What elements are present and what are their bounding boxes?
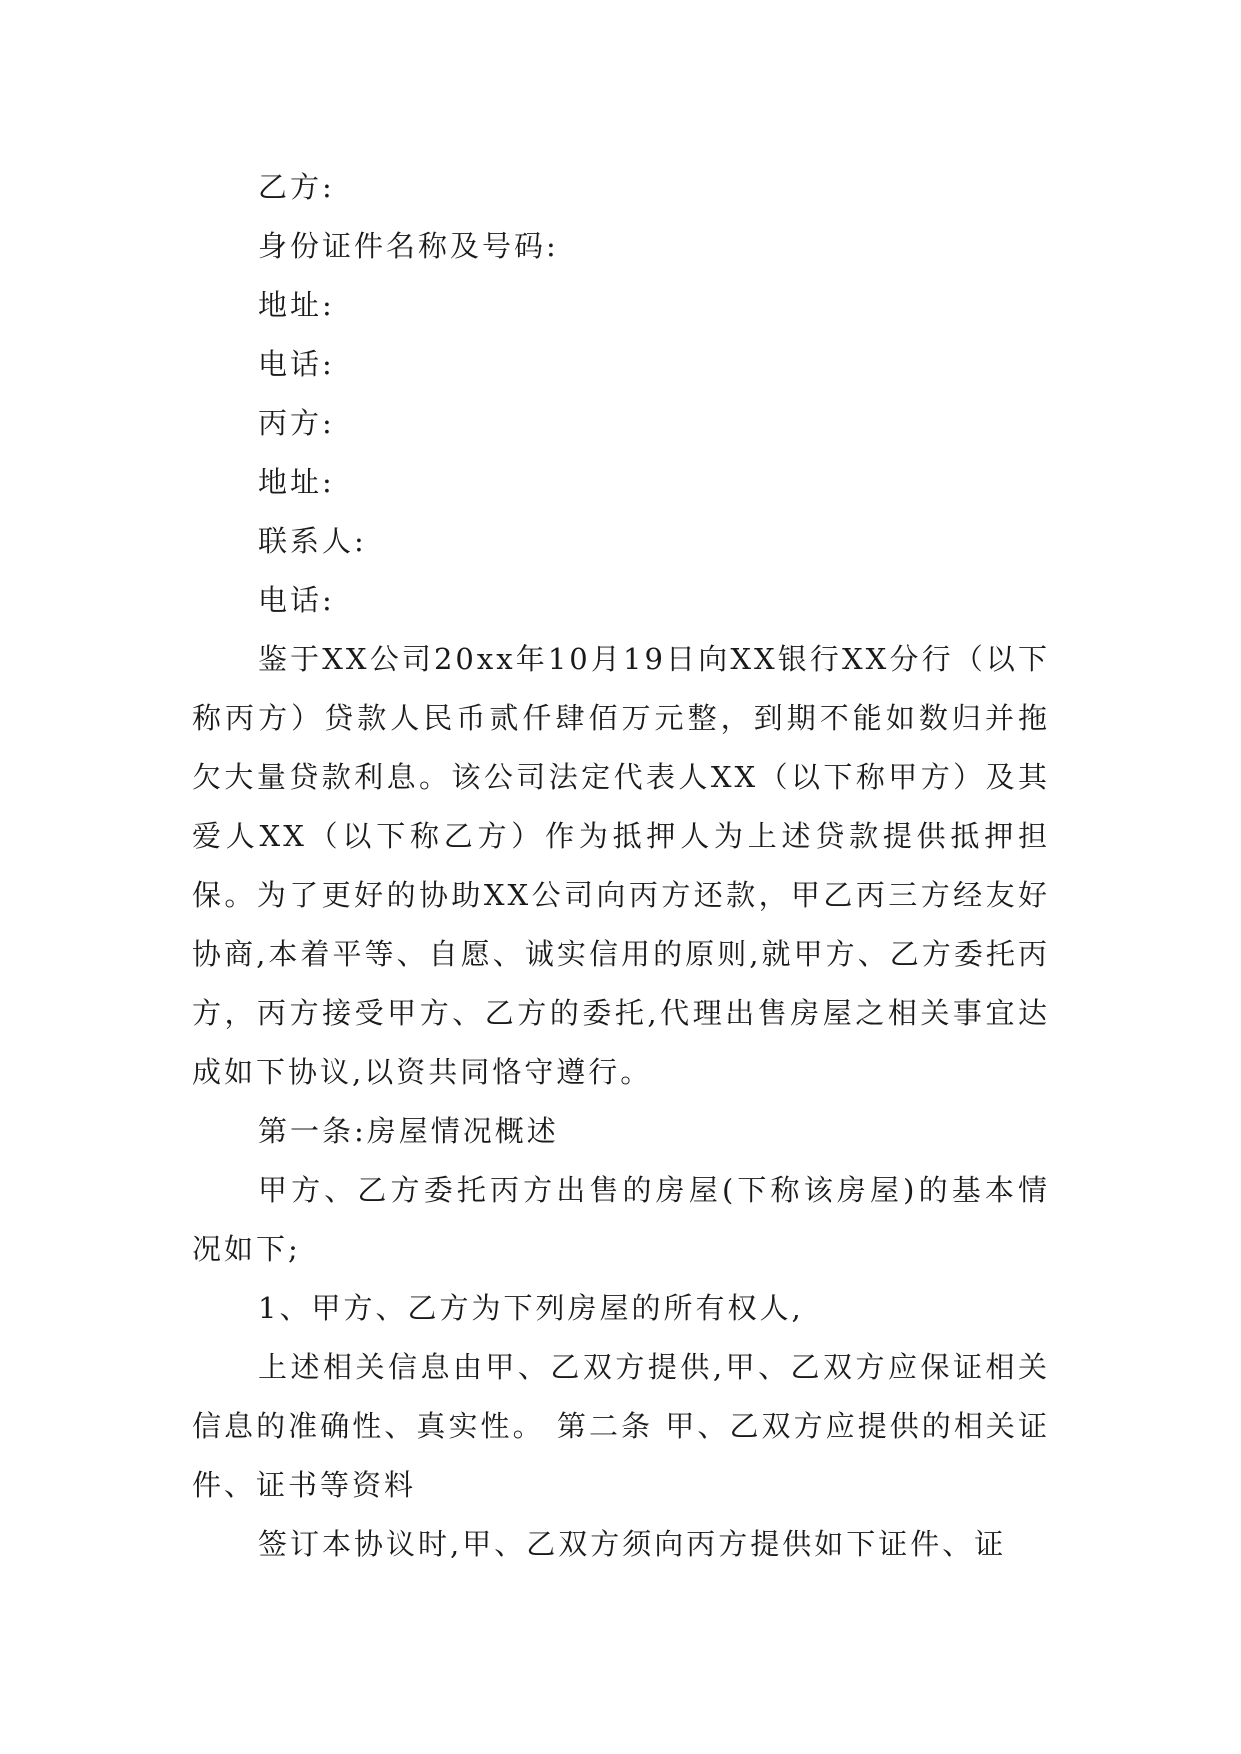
field-phone-b: 电话: (258, 347, 335, 381)
field-contact-c: 联系人: (258, 524, 367, 558)
document-body (192, 158, 1050, 1574)
article-1-body: 甲方、乙方委托丙方出售的房屋(下称该房屋)的基本情况如下; (192, 1173, 1050, 1266)
field-id-document: 身份证件名称及号码: (258, 229, 559, 263)
info-note-paragraph: 上述相关信息由甲、乙双方提供,甲、乙双方应保证相关信息的准确性、真实性。 第二条 甲、乙双方应提供的相关证件、证书等资料 (192, 1350, 1050, 1502)
field-phone-c: 电话: (258, 583, 335, 617)
field-party-b: 乙方: (258, 170, 335, 204)
signing-note-paragraph: 签订本协议时,甲、乙双方须向丙方提供如下证件、证 (258, 1527, 1007, 1561)
field-address-c: 地址: (258, 465, 335, 499)
field-party-c: 丙方: (258, 406, 335, 440)
article-1-item-1: 1、甲方、乙方为下列房屋的所有权人, (258, 1291, 804, 1325)
field-address-b: 地址: (258, 288, 335, 322)
article-1-heading: 第一条:房屋情况概述 (258, 1114, 559, 1148)
intro-paragraph: 鉴于XX公司20xx年10月19日向XX银行XX分行（以下称丙方）贷款人民币贰仟肆佰万元整，到期不能如数归并拖欠大量贷款利息。该公司法定代表人XX（以下称甲方）及其爱人XX（以下称乙方）作为抵押人为上述贷款提供抵押担保。为了更好的协助XX公司向丙方还款，甲乙丙三方经友好协商,本着平等、自愿、诚实信用的原则,就甲方、乙方委托丙方，丙方接受甲方、乙方的委托,代理出售房屋之相关事宜达成如下协议,以资共同恪守遵行。 (192, 642, 1050, 1089)
